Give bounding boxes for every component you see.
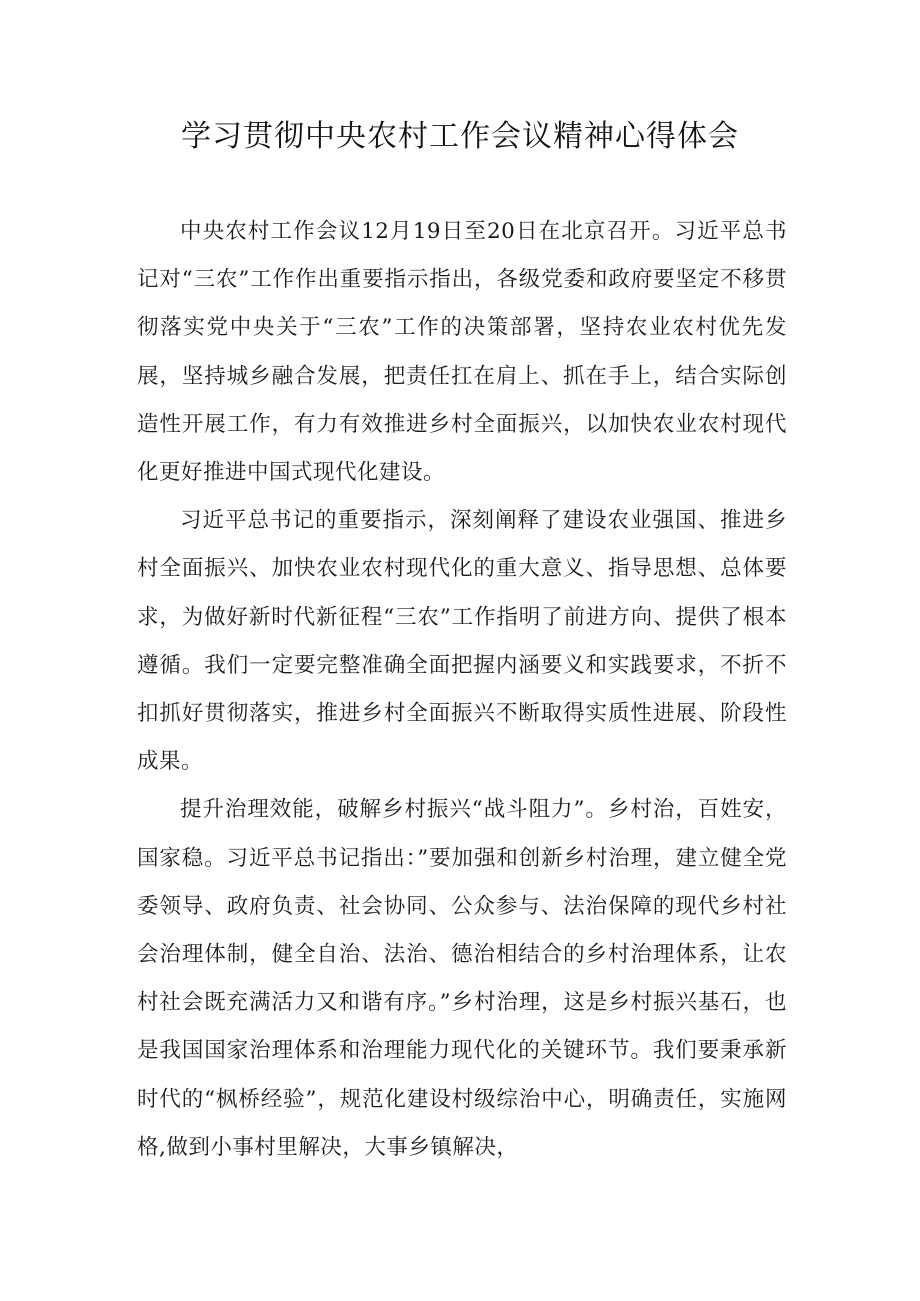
paragraph-3: 提升治理效能，破解乡村振兴“战斗阻力”。乡村治，百姓安，国家稳。习近平总书记指出：”要加强和创新乡村治理，建立健全党委领导、政府负责、社会协同、公众参与、法治保障的现代乡村社会治理体制，健全自治、法治、德治相结合的乡村治理体系，让农村社会既充满活力又和谐有序。”乡村治理，这是乡村振兴基石，也是我国国家治理体系和治理能力现代化的关键环节。我们要秉承新时代的“枫桥经验”，规范化建设村级综治中心，明确责任，实施网格,做到小事村里解决，大事乡镇解决， — [137, 797, 787, 1160]
paragraph-2: 习近平总书记的重要指示，深刻阐释了建设农业强国、推进乡村全面振兴、加快农业农村现代化的重大意义、指导思想、总体要求，为做好新时代新征程“三农”工作指明了前进方向、提供了根本遵循。我们一定要完整准确全面把握内涵要义和实践要求，不折不扣抓好贯彻落实，推进乡村全面振兴不断取得实质性进展、阶段性成果。 — [137, 508, 787, 775]
paragraph-1: 中央农村工作会议12月19日至20日在北京召开。习近平总书记对“三农”工作作出重要指示指出，各级党委和政府要坚定不移贯彻落实党中央关于“三农”工作的决策部署，坚持农业农村优先发展，坚持城乡融合发展，把责任扛在肩上、抓在手上，结合实际创造性开展工作，有力有效推进乡村全面振兴，以加快农业农村现代化更好推进中国式现代化建设。 — [137, 219, 787, 486]
document-body — [137, 208, 787, 1172]
document-title: 学习贯彻中央农村工作会议精神心得体会 — [181, 119, 739, 154]
